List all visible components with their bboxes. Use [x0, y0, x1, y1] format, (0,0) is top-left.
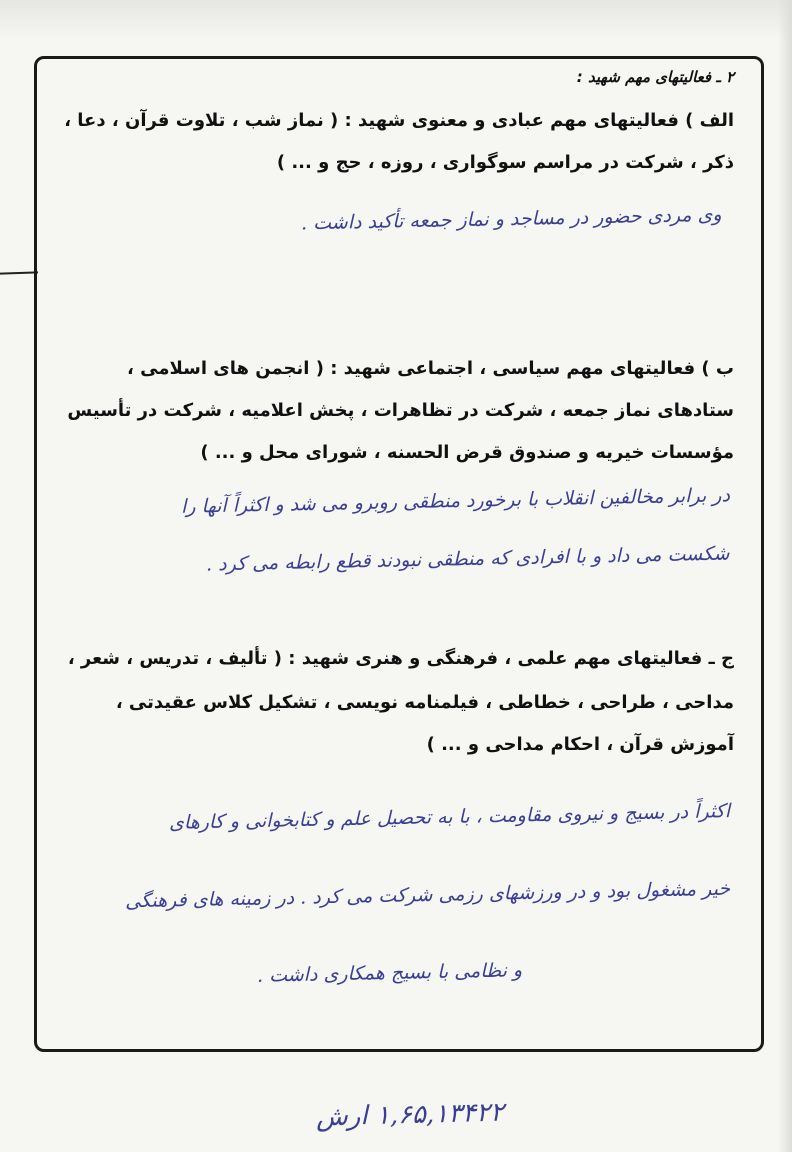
part-c-line-1: ج ـ فعالیتهای مهم علمی ، فرهنگی و هنری شهید : ( تألیف ، تدریس ، شعر ، — [67, 648, 734, 669]
part-a-line-2: ذکر ، شرکت در مراسم سوگواری ، روزه ، حج و ... ) — [276, 152, 734, 173]
section-title: ۲ ـ فعالیتهای مهم شهید : — [576, 68, 734, 86]
part-a-handwritten-line-1: وی مردی حضور در مساجد و نماز جمعه تأکید داشت . — [301, 203, 723, 235]
part-c-handwritten-line-1: اکثراً در بسیج و نیروی مقاومت ، با به تحصیل علم و کتابخوانی و کارهای — [168, 800, 731, 834]
part-b-handwritten-line-2: شکست می داد و با افرادی که منطقی نبودند قطع رابطه می کرد . — [206, 542, 731, 576]
scan-shadow-top — [0, 0, 792, 40]
archive-reference-number: ۱,۶۵,۱۳۴۲۲ ارش — [315, 1097, 505, 1133]
part-b-line-1: ب ) فعالیتهای مهم سیاسی ، اجتماعی شهید : ( انجمن های اسلامی ، — [127, 358, 734, 379]
part-b-line-3: مؤسسات خیریه و صندوق قرض الحسنه ، شورای محل و ... ) — [200, 442, 734, 463]
part-b-handwritten-line-1: در برابر مخالفین انقلاب با برخورد منطقی روبرو می شد و اکثراً آنها را — [180, 484, 731, 518]
part-c-handwritten-line-3: و نظامی با بسیج همکاری داشت . — [256, 959, 523, 987]
scan-shadow-right — [778, 0, 792, 1152]
part-a-line-1: الف ) فعالیتهای مهم عبادی و معنوی شهید : ( نماز شب ، تلاوت قرآن ، دعا ، — [64, 110, 734, 131]
part-b-line-2: ستادهای نماز جمعه ، شرکت در تظاهرات ، پخش اعلامیه ، شرکت در تأسیس — [67, 400, 734, 421]
margin-fold-mark — [0, 271, 38, 274]
part-c-handwritten-line-2: خیر مشغول بود و در ورزشهای رزمی شرکت می کرد . در زمینه های فرهنگی — [124, 877, 731, 913]
part-c-line-2: مداحی ، طراحی ، خطاطی ، فیلمنامه نویسی ، تشکیل کلاس عقیدتی ، — [115, 692, 734, 713]
part-c-line-3: آموزش قرآن ، احکام مداحی و ... ) — [426, 734, 734, 755]
